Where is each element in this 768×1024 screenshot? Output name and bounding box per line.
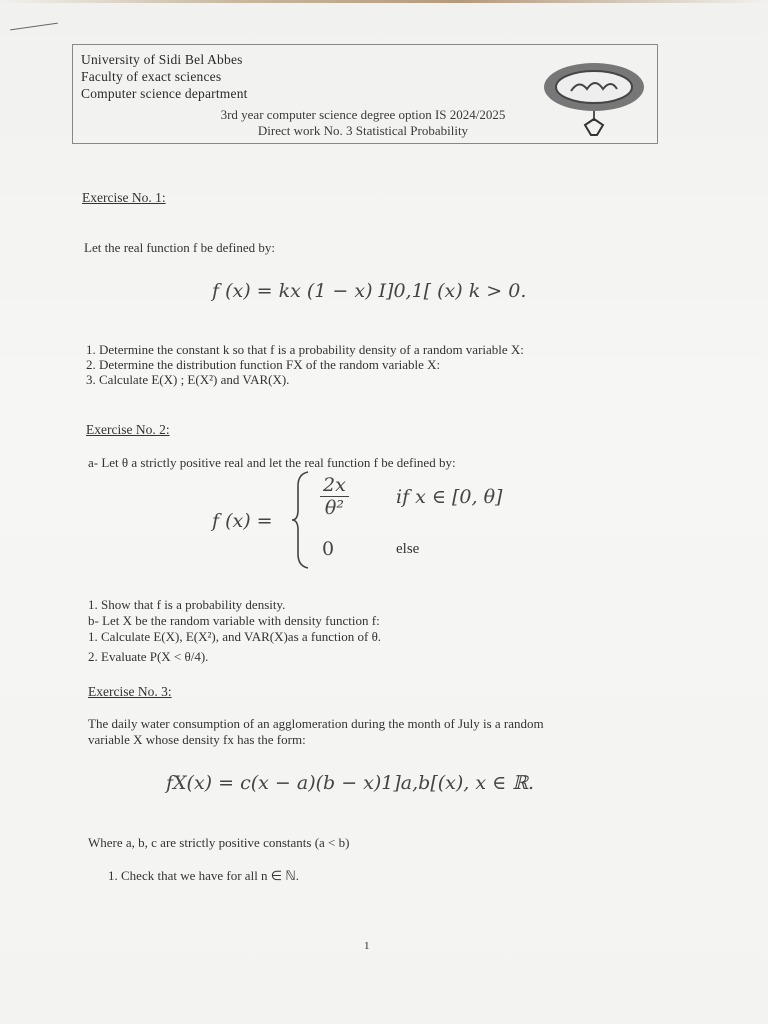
- question-item: 1. Determine the constant k so that f is a probability density of a random variable X:: [86, 342, 524, 357]
- exercise-3-title: Exercise No. 3:: [88, 684, 172, 699]
- institution-block: [81, 51, 248, 102]
- question-item: 1. Calculate E(X), E(X²), and VAR(X)as a function of θ.: [88, 629, 382, 644]
- case-2-condition: else: [396, 541, 420, 557]
- case-1-value: [320, 474, 349, 519]
- exercise-2-title: Exercise No. 2:: [86, 422, 170, 437]
- exercise-3-intro: [88, 716, 544, 748]
- question-item: 1. Show that f is a probability density.: [88, 597, 286, 612]
- department-name: Computer science department: [81, 86, 248, 101]
- question-item: b- Let X be the random variable with density function f:: [88, 613, 380, 628]
- page-number: 1: [364, 940, 370, 952]
- piecewise-lhs: f (x) =: [212, 510, 273, 532]
- exercise-2-questions: [88, 597, 381, 665]
- fraction-denominator: θ²: [324, 497, 344, 519]
- exercise-2-intro: a- Let θ a strictly positive real and let the real function f be defined by:: [88, 455, 456, 470]
- case-1-condition: if x ∈ [0, θ]: [396, 486, 503, 508]
- exercise-3-question-1: 1. Check that we have for all n ∈ ℕ.: [108, 868, 300, 883]
- exercise-1-title: Exercise No. 1:: [82, 190, 166, 205]
- course-line: 3rd year computer science degree option IS 2024/2025: [220, 107, 506, 122]
- exercise-3-formula: fX(x) = c(x − a)(b − x)1]a,b[(x), x ∈ ℝ.: [166, 772, 535, 794]
- work-title: Direct work No. 3 Statistical Probability: [257, 123, 469, 138]
- question-item: 2. Evaluate P(X < θ/4).: [88, 649, 209, 664]
- page-edge: [0, 0, 768, 3]
- question-item: 3. Calculate E(X) ; E(X²) and VAR(X).: [86, 372, 290, 387]
- university-name: University of Sidi Bel Abbes: [81, 52, 243, 67]
- intro-line: The daily water consumption of an agglomeration during the month of July is a random: [88, 716, 544, 731]
- exercise-1-questions: [86, 342, 524, 387]
- brace-icon: [290, 470, 312, 570]
- intro-line: variable X whose density fx has the form:: [88, 732, 306, 747]
- pen-mark: [10, 23, 58, 31]
- question-item: 2. Determine the distribution function FX of the random variable X:: [86, 357, 441, 372]
- exercise-1-formula: f (x) = kx (1 − x) I]0,1[ (x) k > 0.: [212, 280, 527, 302]
- course-info: [193, 107, 533, 139]
- header-box: [72, 44, 658, 144]
- exercise-1-intro: Let the real function f be defined by:: [84, 240, 275, 255]
- faculty-name: Faculty of exact sciences: [81, 69, 222, 84]
- exercise-3-where: Where a, b, c are strictly positive constants (a < b): [88, 835, 350, 850]
- university-seal-icon: [539, 59, 649, 139]
- case-2-value: 0: [322, 538, 335, 560]
- fraction-numerator: 2x: [320, 474, 349, 497]
